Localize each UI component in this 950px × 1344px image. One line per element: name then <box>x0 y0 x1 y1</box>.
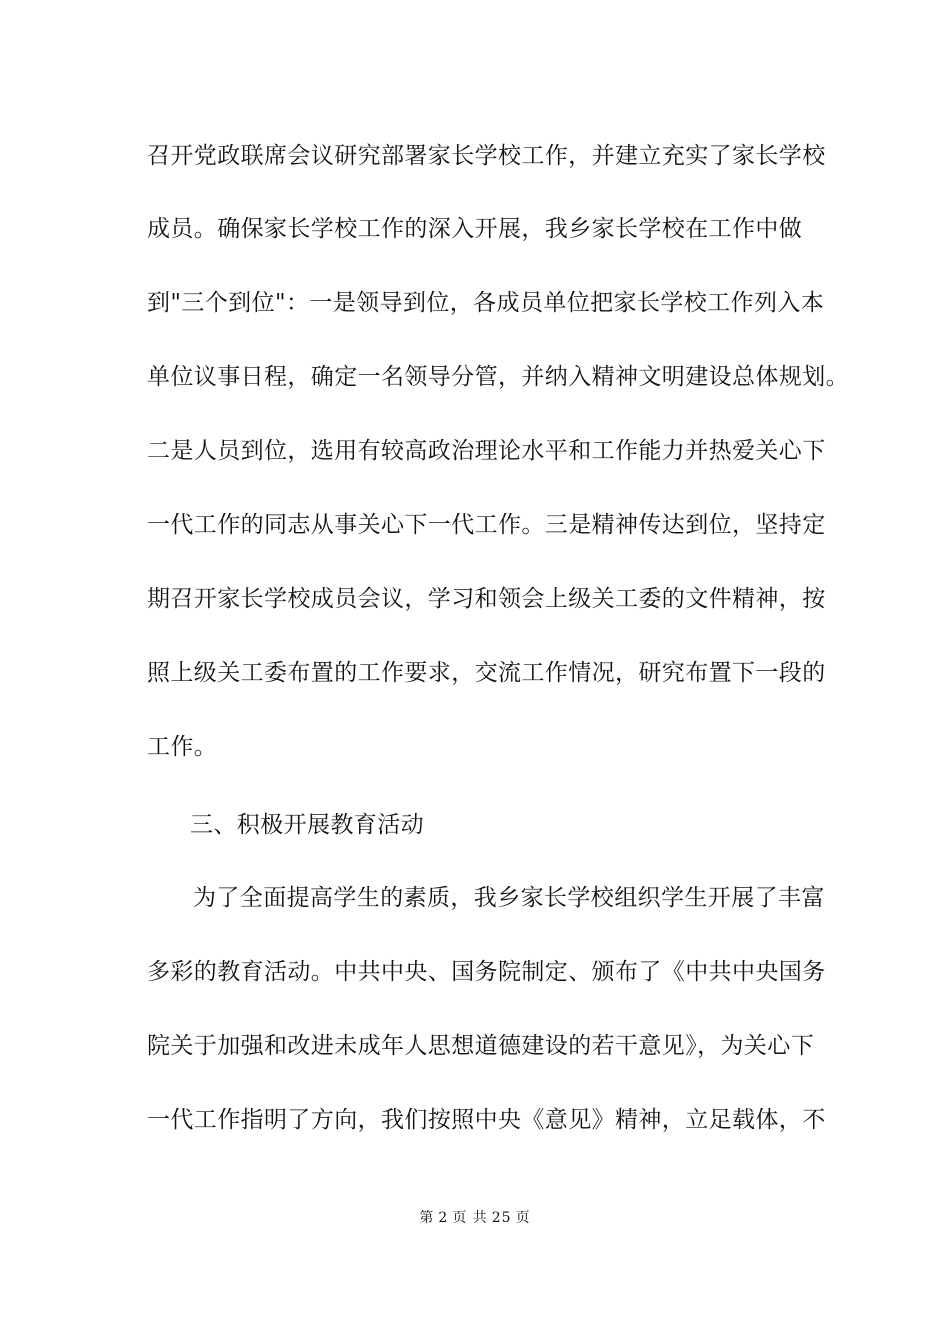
footer-total-pages: 25 <box>491 1210 512 1226</box>
body-line-9: 工作。 <box>147 734 218 760</box>
body-line-1: 召开党政联席会议研究部署家长学校工作，并建立充实了家长学校 <box>147 143 826 169</box>
body-line-7: 期召开家长学校成员会议，学习和领会上级关工委的文件精神，按 <box>147 586 826 612</box>
body-line-13: 一代工作指明了方向，我们按照中央《意见》精神，立足载体，不 <box>147 1107 826 1133</box>
body-line-5: 二是人员到位，选用有较高政治理论水平和工作能力并热爱关心下 <box>147 438 826 464</box>
body-line-8: 照上级关工委布置的工作要求，交流工作情况，研究布置下一段的 <box>147 660 826 686</box>
footer-middle: 页 共 <box>452 1210 488 1226</box>
section-heading: 三、积极开展教育活动 <box>190 812 424 838</box>
footer-suffix: 页 <box>515 1210 531 1226</box>
body-line-11: 多彩的教育活动。中共中央、国务院制定、颁布了《中共中央国务 <box>147 959 826 985</box>
body-line-6: 一代工作的同志从事关心下一代工作。三是精神传达到位，坚持定 <box>147 512 826 538</box>
body-line-2: 成员。确保家长学校工作的深入开展，我乡家长学校在工作中做 <box>147 216 803 242</box>
footer-prefix: 第 <box>419 1210 435 1226</box>
body-line-4: 单位议事日程，确定一名领导分管，并纳入精神文明建设总体规划。 <box>147 364 849 390</box>
footer-page-number: 2 <box>438 1210 449 1226</box>
page-footer <box>0 1208 950 1228</box>
body-line-3: 到"三个到位"：一是领导到位，各成员单位把家长学校工作列入本 <box>147 290 825 316</box>
body-line-10: 为了全面提高学生的素质，我乡家长学校组织学生开展了丰富 <box>193 885 825 911</box>
body-line-12: 院关于加强和改进未成年人思想道德建设的若干意见》，为关心下 <box>147 1033 815 1059</box>
